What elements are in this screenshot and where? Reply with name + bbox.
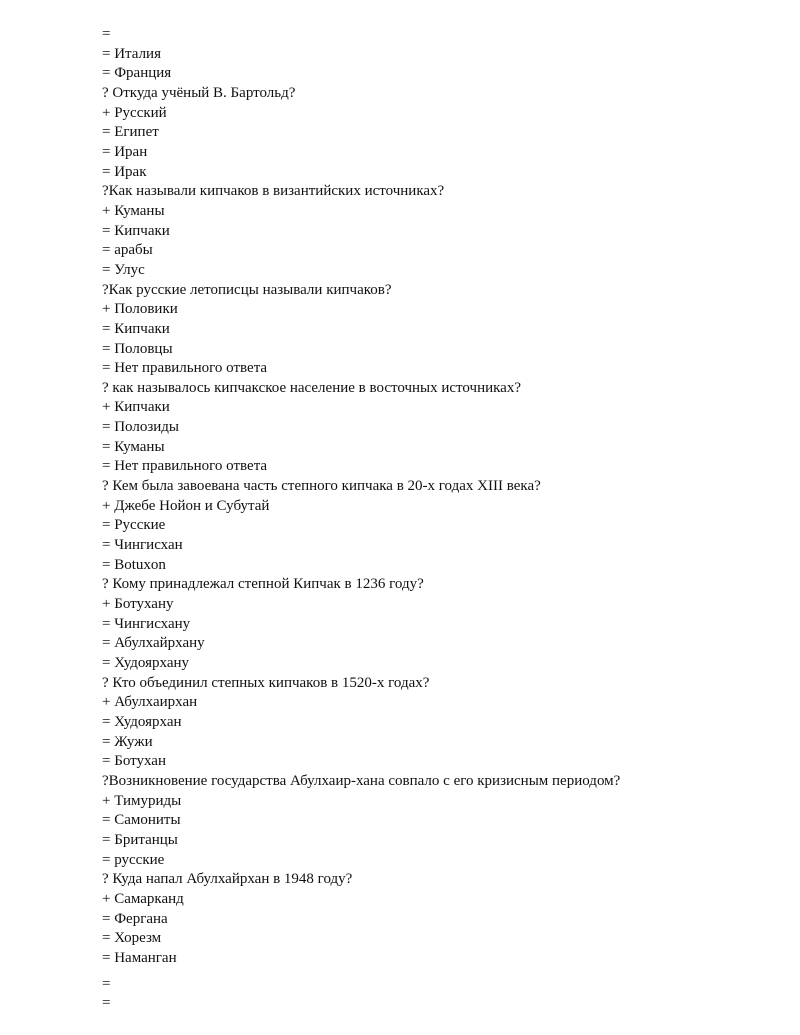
trailing-lines — [102, 975, 762, 1014]
answer-option-line: = Полозиды — [102, 419, 179, 436]
correct-answer-line: + Кипчаки — [102, 399, 170, 416]
answer-option-line: = Половцы — [102, 340, 173, 357]
answer-option-line: = Хорезм — [102, 930, 162, 947]
answer-option-line: = Абулхайрхану — [102, 635, 205, 652]
answer-option-line: = Botuxon — [102, 556, 166, 573]
answer-option-line: = Ирак — [102, 163, 147, 180]
answer-option-line: = Италия — [102, 45, 161, 62]
answer-option-line: = — [102, 995, 111, 1012]
answer-option-line: = Ботухан — [102, 753, 166, 770]
answer-option-line: = Русские — [102, 517, 166, 534]
answer-option-line: = Чингисхан — [102, 537, 183, 554]
answer-option-line: = Нет правильного ответа — [102, 360, 268, 377]
question-line: ?Как называли кипчаков в византийских источниках? — [102, 183, 445, 200]
answer-option-line: = Куманы — [102, 438, 165, 455]
question-line: ? Кто объединил степных кипчаков в 1520-х годах? — [102, 674, 430, 691]
answer-option-line: = Нет правильного ответа — [102, 458, 268, 475]
answer-option-line: = Улус — [102, 261, 145, 278]
answer-option-line: = Худоярхан — [102, 713, 182, 730]
answer-option-line: = Кипчаки — [102, 222, 170, 239]
correct-answer-line: + Русский — [102, 104, 167, 121]
answer-option-line: = Кипчаки — [102, 320, 170, 337]
answer-option-line: = Египет — [102, 124, 159, 141]
answer-option-line: = — [102, 26, 111, 42]
correct-answer-line: + Абулхаирхан — [102, 694, 198, 711]
question-line: ? как называлось кипчакское население в восточных источниках? — [102, 379, 521, 396]
answer-option-line: = арабы — [102, 242, 153, 259]
question-line: ? Куда напал Абулхайрхан в 1948 году? — [102, 871, 353, 888]
answer-option-line: = Фергана — [102, 910, 168, 927]
correct-answer-line: + Джебе Нойон и Субутай — [102, 497, 270, 514]
answer-option-line: = Иран — [102, 143, 148, 160]
correct-answer-line: + Самарканд — [102, 890, 184, 907]
question-list — [102, 25, 762, 969]
question-line: ?Возникновение государства Абулхаир-хана совпало с его кризисным периодом? — [102, 772, 621, 789]
question-line: ?Как русские летописцы называли кипчаков? — [102, 281, 392, 298]
document-body — [102, 25, 762, 1014]
question-line: ? Откуда учёный В. Бартольд? — [102, 84, 296, 101]
question-line: ? Кому принадлежал степной Кипчак в 1236 году? — [102, 576, 424, 593]
answer-option-line: = — [102, 975, 111, 992]
question-line: ? Кем была завоевана часть степного кипчака в 20-х годах XIII века? — [102, 478, 541, 495]
answer-option-line: = Жужи — [102, 733, 153, 750]
correct-answer-line: + Половики — [102, 301, 178, 318]
answer-option-line: = Чингисхану — [102, 615, 191, 632]
correct-answer-line: + Куманы — [102, 202, 165, 219]
answer-option-line: = Британцы — [102, 831, 178, 848]
answer-option-line: = Франция — [102, 65, 172, 82]
correct-answer-line: + Ботухану — [102, 596, 174, 613]
answer-option-line: = Самониты — [102, 812, 181, 829]
answer-option-line: = Худоярхану — [102, 655, 190, 671]
answer-option-line: = Наманган — [102, 949, 177, 966]
answer-option-line: = русские — [102, 851, 165, 868]
correct-answer-line: + Тимуриды — [102, 792, 182, 809]
